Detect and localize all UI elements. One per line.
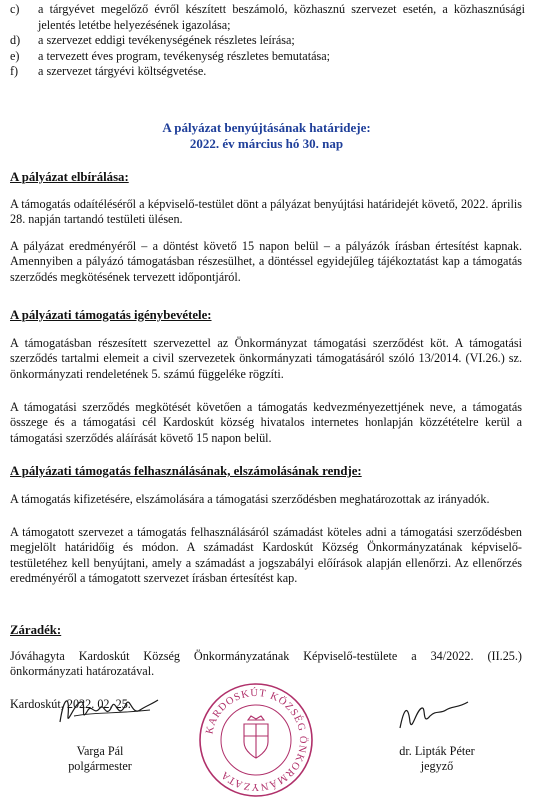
list-marker: d) <box>10 33 21 47</box>
notary-name: dr. Lipták Péter <box>399 744 475 758</box>
list-item <box>10 2 525 33</box>
list-text: a szervezet tárgyévi költségvetése. <box>38 64 207 78</box>
list-text: a tárgyévet megelőző évről készített beszámoló, közhasznú szervezet esetén, a közhasznúsági jelentés letétbe helyezésének igazolása; <box>38 2 525 32</box>
list-item <box>10 49 525 65</box>
place-and-date: Kardoskút, 2022. 02. 25. <box>10 697 131 711</box>
section-heading-usage: A pályázati támogatás felhasználásának, elszámolásának rendje: <box>10 464 362 478</box>
mayor-name: Varga Pál <box>76 744 124 758</box>
list-marker: e) <box>10 48 20 63</box>
list-marker: c) <box>10 2 20 16</box>
coat-of-arms-icon <box>244 716 268 758</box>
mayor-signature <box>54 686 164 736</box>
deadline-date: 2022. év március hó 30. nap <box>189 136 344 151</box>
list-item <box>10 33 525 49</box>
mayor-block <box>40 744 160 774</box>
claiming-paragraph-1: A támogatásban részesített szervezettel az Önkormányzat támogatási szerződést köt. A támogatási szerződés tartalmi elemeit a civil szervezetek önkormányzati támogatásáról szóló 13/2014. (VI.26.) sz. önkormányzati rendeletének 5. számú függeléke rögzíti. <box>10 336 522 381</box>
list-text: a tervezett éves program, tevékenység részletes bemutatása; <box>38 48 331 63</box>
section-heading-claiming: A pályázati támogatás igénybevétele: <box>10 308 212 322</box>
notary-signature <box>396 698 476 738</box>
clause-paragraph: Jóváhagyta Kardoskút Község Önkormányzatának Képviselő-testülete a 34/2022. (II.25.) önkormányzati határozatával. <box>10 649 522 679</box>
list-marker: f) <box>10 64 19 78</box>
svg-text:KARDOSKÚT KÖZSÉG ÖNKORMÁNYZATA <box>204 687 309 792</box>
notary-title: jegyző <box>420 759 454 773</box>
requirements-list <box>10 2 525 80</box>
claiming-paragraph-2: A támogatási szerződés megkötését követően a támogatás kedvezményezettjének neve, a támogatás összege és a támogatási cél Kardoskút község hivatalos internetes honlapján közzétételre kerül a támogatási szerződés aláírását követő 15 napon belül. <box>10 400 522 445</box>
evaluation-paragraph-2: A pályázat eredményéről – a döntést követő 15 napon belül – a pályázók írásban értesítést kapnak. Amennyiben a pályázó támogatásban részesülhet, a döntéssel egyidejűleg tájékoztatást kap a támogatás szerződés megkötésének tervezett időpontjáról. <box>10 239 522 284</box>
notary-block <box>372 744 502 774</box>
section-heading-clause: Záradék: <box>10 623 62 637</box>
usage-paragraph-1: A támogatás kifizetésére, elszámolására a támogatási szerződésben meghatározottak az irányadók. <box>10 492 490 506</box>
evaluation-paragraph-1: A támogatás odaítéléséről a képviselő-testület dönt a pályázat benyújtási határidejét követő, 2022. április 28. napján tartandó testületi ülésen. <box>10 197 522 227</box>
official-stamp <box>196 680 316 805</box>
list-text: a szervezet eddigi tevékenységének részletes leírása; <box>38 33 295 47</box>
mayor-title: polgármester <box>68 759 132 773</box>
stamp-text: KARDOSKÚT KÖZSÉG ÖNKORMÁNYZATA <box>204 687 309 793</box>
usage-paragraph-2: A támogatott szervezet a támogatás felhasználásáról számadást köteles adni a támogatási szerződésben megjelölt határidőig és módon. A számadást Kardoskút Község Önkormányzatának képviselő-testületéhez kell benyújtani, amely a számadást a jogszabályi előírások alapján ellenőrzi. Az ellenőrzés eredményéről a támogatott szervezet írásban értesítést kap. <box>10 525 522 586</box>
section-heading-evaluation: A pályázat elbírálása: <box>10 170 129 184</box>
list-item <box>10 64 525 80</box>
deadline-title: A pályázat benyújtásának határideje: <box>162 120 371 135</box>
